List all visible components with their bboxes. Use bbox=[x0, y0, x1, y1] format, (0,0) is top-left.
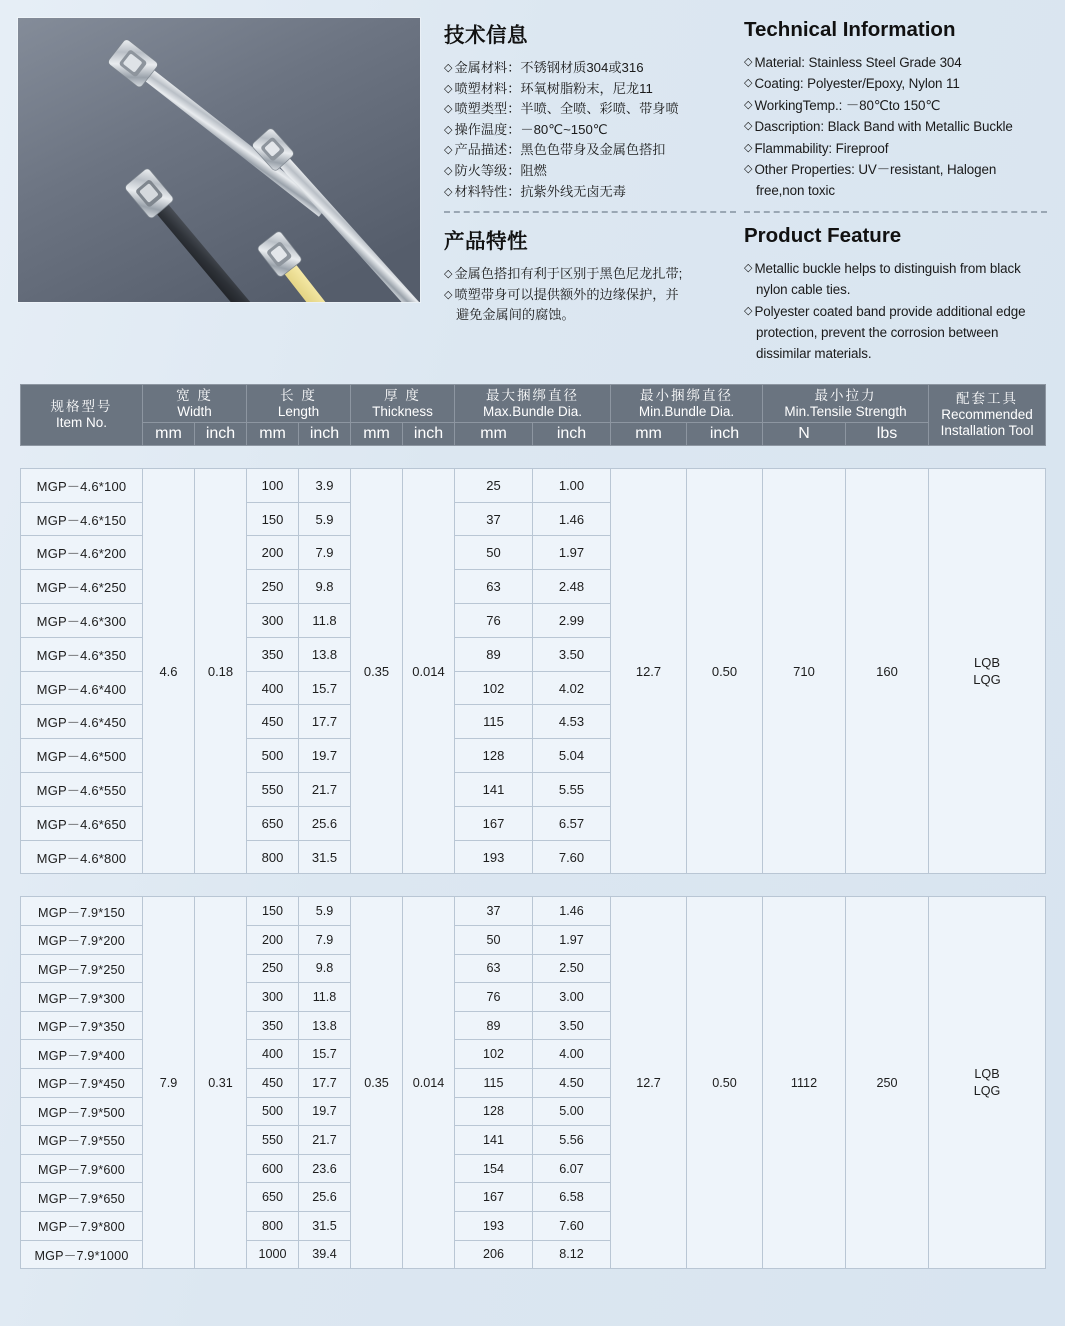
cell-length-inch: 31.5 bbox=[299, 1211, 351, 1240]
cell-length-mm: 250 bbox=[247, 570, 299, 604]
table-row bbox=[21, 468, 1046, 502]
top-section bbox=[0, 0, 1065, 366]
cell-length-mm: 550 bbox=[247, 773, 299, 807]
th-tensile-cn: 最小拉力 bbox=[814, 387, 877, 403]
cable-ties-illustration bbox=[18, 18, 420, 302]
th-max-bundle-cn: 最大捆绑直径 bbox=[486, 387, 580, 403]
cell-max-bundle-inch: 6.58 bbox=[533, 1183, 611, 1212]
cell-length-inch: 3.9 bbox=[299, 468, 351, 502]
cell-item-no: MGP－7.9*800 bbox=[21, 1211, 143, 1240]
tech-item-text: WorkingTemp.: －80℃to 150℃ bbox=[754, 97, 941, 113]
spec-tables bbox=[0, 384, 1065, 1269]
table-row bbox=[21, 897, 1046, 926]
cell-length-inch: 19.7 bbox=[299, 1097, 351, 1126]
cell-max-bundle-inch: 5.04 bbox=[533, 739, 611, 773]
feature-item-text: Metallic buckle helps to distinguish from black bbox=[754, 260, 1021, 276]
cell-item-no: MGP－7.9*650 bbox=[21, 1183, 143, 1212]
cell-max-bundle-mm: 115 bbox=[455, 705, 533, 739]
cell-length-inch: 11.8 bbox=[299, 983, 351, 1012]
cell-item-no: MGP－4.6*250 bbox=[21, 570, 143, 604]
tech-item-text: 材料特性：抗紫外线无卤无毒 bbox=[454, 183, 626, 199]
section-divider-en bbox=[744, 211, 1047, 213]
cell-item-no: MGP－7.9*300 bbox=[21, 983, 143, 1012]
cell-length-mm: 450 bbox=[247, 705, 299, 739]
th-unit-tensile-n: N bbox=[763, 422, 846, 445]
cell-max-bundle-mm: 50 bbox=[455, 536, 533, 570]
th-item-no-cn: 规格型号 bbox=[50, 399, 113, 415]
cell-length-inch: 9.8 bbox=[299, 954, 351, 983]
technical-info-title-cn: 技术信息 bbox=[444, 24, 528, 47]
cell-width-mm: 7.9 bbox=[143, 897, 195, 1269]
th-unit-length-inch: inch bbox=[299, 422, 351, 445]
th-unit-length-mm: mm bbox=[247, 422, 299, 445]
cell-max-bundle-inch: 7.60 bbox=[533, 1211, 611, 1240]
tech-item-text: 产品描述：黑色色带身及金属色搭扣 bbox=[454, 142, 666, 158]
tech-item-cn bbox=[444, 162, 736, 181]
cell-max-bundle-mm: 141 bbox=[455, 1126, 533, 1155]
diamond-bullet-icon: ◇ bbox=[444, 164, 453, 177]
cell-tensile-lbs: 250 bbox=[846, 897, 929, 1269]
cell-max-bundle-mm: 76 bbox=[455, 604, 533, 638]
cell-length-inch: 25.6 bbox=[299, 1183, 351, 1212]
th-unit-tensile-lbs: lbs bbox=[846, 422, 929, 445]
cell-item-no: MGP－4.6*200 bbox=[21, 536, 143, 570]
th-unit-maxbundle-inch: inch bbox=[533, 422, 611, 445]
cell-thickness-inch: 0.014 bbox=[403, 468, 455, 874]
feature-item-text: dissimilar materials. bbox=[756, 346, 872, 362]
th-tool-en2: Installation Tool bbox=[940, 423, 1034, 439]
cell-length-inch: 17.7 bbox=[299, 1069, 351, 1098]
diamond-bullet-icon: ◇ bbox=[744, 163, 753, 176]
cell-item-no: MGP－7.9*150 bbox=[21, 897, 143, 926]
cell-max-bundle-mm: 206 bbox=[455, 1240, 533, 1269]
feature-item-text: 喷塑带身可以提供额外的边缘保护，并 bbox=[454, 286, 679, 302]
th-item-no-en: Item No. bbox=[55, 415, 107, 431]
tech-item-cn bbox=[444, 59, 736, 78]
th-unit-thickness-mm: mm bbox=[351, 422, 403, 445]
header-row-units bbox=[21, 422, 1046, 445]
th-length-cn: 长 度 bbox=[280, 387, 317, 403]
feature-item-text: 避免金属间的腐蚀。 bbox=[456, 307, 575, 323]
cell-item-no: MGP－4.6*650 bbox=[21, 806, 143, 840]
cell-max-bundle-mm: 193 bbox=[455, 1211, 533, 1240]
th-unit-width-inch: inch bbox=[195, 422, 247, 445]
cell-max-bundle-inch: 1.00 bbox=[533, 468, 611, 502]
cell-length-inch: 19.7 bbox=[299, 739, 351, 773]
diamond-bullet-icon: ◇ bbox=[444, 62, 453, 74]
th-length-en: Length bbox=[277, 403, 320, 419]
cell-max-bundle-mm: 141 bbox=[455, 773, 533, 807]
tech-item-en bbox=[744, 160, 1047, 179]
th-tool-en1: Recommended bbox=[941, 407, 1033, 423]
tech-item-text: 金属材料：不锈钢材质304或316 bbox=[454, 60, 644, 75]
cell-max-bundle-inch: 1.46 bbox=[533, 897, 611, 926]
cell-max-bundle-mm: 37 bbox=[455, 502, 533, 536]
th-min-bundle-dia bbox=[611, 384, 763, 422]
diamond-bullet-icon: ◇ bbox=[744, 98, 753, 111]
cell-max-bundle-inch: 2.50 bbox=[533, 954, 611, 983]
th-tool-cn: 配套工具 bbox=[956, 391, 1019, 407]
cell-length-mm: 550 bbox=[247, 1126, 299, 1155]
cell-max-bundle-mm: 128 bbox=[455, 739, 533, 773]
cell-max-bundle-mm: 63 bbox=[455, 570, 533, 604]
cell-length-inch: 31.5 bbox=[299, 840, 351, 874]
cell-length-inch: 15.7 bbox=[299, 1040, 351, 1069]
spec-table-group-7-9 bbox=[20, 896, 1046, 1269]
th-unit-thickness-inch: inch bbox=[403, 422, 455, 445]
diamond-bullet-icon: ◇ bbox=[744, 56, 753, 68]
th-max-bundle-en: Max.Bundle Dia. bbox=[483, 403, 583, 419]
cell-max-bundle-mm: 89 bbox=[455, 1011, 533, 1040]
cell-thickness-mm: 0.35 bbox=[351, 468, 403, 874]
cell-length-mm: 150 bbox=[247, 897, 299, 926]
cell-length-mm: 300 bbox=[247, 604, 299, 638]
diamond-bullet-icon: ◇ bbox=[444, 288, 453, 301]
cell-max-bundle-inch: 1.97 bbox=[533, 536, 611, 570]
diamond-bullet-icon: ◇ bbox=[444, 123, 453, 136]
tech-item-text: 防火等级：阻燃 bbox=[454, 162, 547, 178]
cell-max-bundle-inch: 3.50 bbox=[533, 1011, 611, 1040]
th-min-bundle-en: Min.Bundle Dia. bbox=[638, 403, 735, 419]
cell-item-no: MGP－4.6*500 bbox=[21, 739, 143, 773]
tech-item-cn bbox=[444, 141, 736, 160]
cell-max-bundle-inch: 1.46 bbox=[533, 502, 611, 536]
cell-item-no: MGP－7.9*400 bbox=[21, 1040, 143, 1069]
cell-length-mm: 800 bbox=[247, 840, 299, 874]
cell-thickness-mm: 0.35 bbox=[351, 897, 403, 1269]
th-unit-maxbundle-mm: mm bbox=[455, 422, 533, 445]
cell-length-mm: 300 bbox=[247, 983, 299, 1012]
cell-recommended-tool bbox=[929, 468, 1046, 874]
cell-length-inch: 7.9 bbox=[299, 536, 351, 570]
feature-item-en bbox=[744, 259, 1047, 278]
cell-item-no: MGP－4.6*150 bbox=[21, 502, 143, 536]
chinese-column bbox=[444, 18, 736, 366]
feature-item-en bbox=[744, 302, 1047, 321]
diamond-bullet-icon: ◇ bbox=[444, 185, 453, 198]
diamond-bullet-icon: ◇ bbox=[744, 261, 753, 274]
cell-length-inch: 9.8 bbox=[299, 570, 351, 604]
cell-max-bundle-mm: 128 bbox=[455, 1097, 533, 1126]
cell-width-inch: 0.31 bbox=[195, 897, 247, 1269]
feature-item-en-cont bbox=[744, 344, 1047, 363]
cell-length-inch: 7.9 bbox=[299, 926, 351, 955]
cell-max-bundle-inch: 5.55 bbox=[533, 773, 611, 807]
diamond-bullet-icon: ◇ bbox=[444, 268, 453, 281]
th-length bbox=[247, 384, 351, 422]
cell-length-mm: 600 bbox=[247, 1154, 299, 1183]
th-tensile-en: Min.Tensile Strength bbox=[784, 403, 907, 419]
cell-max-bundle-inch: 8.12 bbox=[533, 1240, 611, 1269]
cell-min-bundle-inch: 0.50 bbox=[687, 468, 763, 874]
th-width-en: Width bbox=[177, 403, 212, 419]
feature-item-text: nylon cable ties. bbox=[756, 282, 851, 298]
cell-max-bundle-inch: 3.00 bbox=[533, 983, 611, 1012]
spec-table-group-4-6 bbox=[20, 468, 1046, 875]
cell-length-mm: 400 bbox=[247, 671, 299, 705]
th-unit-minbundle-mm: mm bbox=[611, 422, 687, 445]
diamond-bullet-icon: ◇ bbox=[744, 141, 753, 154]
cell-max-bundle-inch: 4.50 bbox=[533, 1069, 611, 1098]
cell-length-mm: 200 bbox=[247, 536, 299, 570]
cell-max-bundle-mm: 63 bbox=[455, 954, 533, 983]
feature-item-en-cont bbox=[744, 323, 1047, 342]
tool-code-1: LQB bbox=[973, 655, 1000, 671]
cell-min-bundle-mm: 12.7 bbox=[611, 468, 687, 874]
cell-max-bundle-mm: 102 bbox=[455, 1040, 533, 1069]
text-columns bbox=[436, 18, 1047, 366]
cell-max-bundle-inch: 5.00 bbox=[533, 1097, 611, 1126]
cell-length-inch: 5.9 bbox=[299, 897, 351, 926]
th-min-bundle-cn: 最小捆绑直径 bbox=[640, 387, 734, 403]
cell-item-no: MGP－4.6*100 bbox=[21, 468, 143, 502]
cell-length-mm: 650 bbox=[247, 806, 299, 840]
cell-item-no: MGP－4.6*350 bbox=[21, 637, 143, 671]
th-thickness-cn: 厚 度 bbox=[384, 387, 421, 403]
tech-item-cn bbox=[444, 121, 736, 140]
cell-length-mm: 250 bbox=[247, 954, 299, 983]
cell-max-bundle-inch: 6.07 bbox=[533, 1154, 611, 1183]
cell-length-inch: 13.8 bbox=[299, 637, 351, 671]
cell-min-bundle-inch: 0.50 bbox=[687, 897, 763, 1269]
cell-max-bundle-inch: 5.56 bbox=[533, 1126, 611, 1155]
english-column bbox=[736, 18, 1047, 366]
cell-item-no: MGP－7.9*350 bbox=[21, 1011, 143, 1040]
tech-item-en bbox=[744, 117, 1047, 136]
feature-item-en-cont bbox=[744, 280, 1047, 299]
cell-width-mm: 4.6 bbox=[143, 468, 195, 874]
cell-length-mm: 650 bbox=[247, 1183, 299, 1212]
cell-item-no: MGP－7.9*200 bbox=[21, 926, 143, 955]
cell-tensile-n: 710 bbox=[763, 468, 846, 874]
cell-item-no: MGP－4.6*300 bbox=[21, 604, 143, 638]
cell-max-bundle-inch: 2.99 bbox=[533, 604, 611, 638]
technical-info-title-en: Technical Information bbox=[744, 18, 956, 41]
cell-max-bundle-mm: 193 bbox=[455, 840, 533, 874]
cell-length-mm: 500 bbox=[247, 1097, 299, 1126]
th-item-no bbox=[21, 384, 143, 445]
cell-item-no: MGP－4.6*800 bbox=[21, 840, 143, 874]
cell-length-mm: 450 bbox=[247, 1069, 299, 1098]
cell-max-bundle-mm: 115 bbox=[455, 1069, 533, 1098]
tech-item-text: Coating: Polyester/Epoxy, Nylon 11 bbox=[754, 76, 960, 92]
product-photo bbox=[18, 18, 420, 302]
cell-length-mm: 100 bbox=[247, 468, 299, 502]
cell-max-bundle-mm: 50 bbox=[455, 926, 533, 955]
diamond-bullet-icon: ◇ bbox=[444, 82, 453, 95]
th-thickness bbox=[351, 384, 455, 422]
cell-item-no: MGP－7.9*550 bbox=[21, 1126, 143, 1155]
diamond-bullet-icon: ◇ bbox=[444, 144, 453, 157]
header-row-primary bbox=[21, 384, 1046, 422]
cell-recommended-tool bbox=[929, 897, 1046, 1269]
tech-item-cn bbox=[444, 100, 736, 119]
cell-length-inch: 17.7 bbox=[299, 705, 351, 739]
th-recommended-tool bbox=[929, 384, 1046, 445]
cell-item-no: MGP－4.6*550 bbox=[21, 773, 143, 807]
cell-max-bundle-inch: 4.53 bbox=[533, 705, 611, 739]
tech-item-en bbox=[744, 96, 1047, 115]
cell-length-mm: 1000 bbox=[247, 1240, 299, 1269]
diamond-bullet-icon: ◇ bbox=[444, 103, 453, 116]
cell-max-bundle-mm: 25 bbox=[455, 468, 533, 502]
diamond-bullet-icon: ◇ bbox=[744, 77, 753, 90]
tech-item-cn bbox=[444, 80, 736, 99]
cell-length-inch: 13.8 bbox=[299, 1011, 351, 1040]
cell-length-inch: 25.6 bbox=[299, 806, 351, 840]
cell-max-bundle-mm: 37 bbox=[455, 897, 533, 926]
cell-min-bundle-mm: 12.7 bbox=[611, 897, 687, 1269]
cell-max-bundle-inch: 6.57 bbox=[533, 806, 611, 840]
tech-item-text: Flammability: Fireproof bbox=[754, 140, 889, 156]
cell-length-mm: 500 bbox=[247, 739, 299, 773]
tool-code-1: LQB bbox=[974, 1066, 1000, 1081]
tool-code-2: LQG bbox=[973, 1083, 1001, 1098]
cell-length-inch: 21.7 bbox=[299, 773, 351, 807]
cell-max-bundle-mm: 167 bbox=[455, 806, 533, 840]
cell-item-no: MGP－7.9*250 bbox=[21, 954, 143, 983]
cell-max-bundle-mm: 76 bbox=[455, 983, 533, 1012]
technical-info-list-en bbox=[744, 53, 1047, 201]
feature-item-cn bbox=[444, 265, 736, 284]
cell-max-bundle-inch: 7.60 bbox=[533, 840, 611, 874]
cell-max-bundle-inch: 1.97 bbox=[533, 926, 611, 955]
cell-length-mm: 800 bbox=[247, 1211, 299, 1240]
th-tensile-strength bbox=[763, 384, 929, 422]
cell-item-no: MGP－4.6*400 bbox=[21, 671, 143, 705]
cell-length-mm: 350 bbox=[247, 637, 299, 671]
cell-max-bundle-inch: 4.02 bbox=[533, 671, 611, 705]
section-divider bbox=[444, 211, 736, 213]
cell-max-bundle-inch: 3.50 bbox=[533, 637, 611, 671]
cell-length-mm: 150 bbox=[247, 502, 299, 536]
th-width-cn: 宽 度 bbox=[176, 387, 213, 403]
diamond-bullet-icon: ◇ bbox=[744, 120, 753, 133]
feature-item-cn bbox=[444, 286, 736, 305]
cell-max-bundle-mm: 89 bbox=[455, 637, 533, 671]
th-unit-minbundle-inch: inch bbox=[687, 422, 763, 445]
tool-code-2: LQG bbox=[973, 672, 1001, 688]
technical-info-list-cn bbox=[444, 59, 736, 201]
cell-length-inch: 23.6 bbox=[299, 1154, 351, 1183]
th-width bbox=[143, 384, 247, 422]
feature-item-text: Polyester coated band provide additional edge bbox=[754, 303, 1026, 319]
tech-item-en bbox=[744, 139, 1047, 158]
cell-max-bundle-mm: 102 bbox=[455, 671, 533, 705]
cell-item-no: MGP－4.6*450 bbox=[21, 705, 143, 739]
tech-item-text: 喷塑类型：半喷、全喷、彩喷、带身喷 bbox=[454, 101, 679, 117]
cell-length-mm: 200 bbox=[247, 926, 299, 955]
product-photo-wrap bbox=[18, 18, 436, 318]
tech-item-cn bbox=[444, 183, 736, 202]
cell-max-bundle-inch: 4.00 bbox=[533, 1040, 611, 1069]
tech-item-text: free,non toxic bbox=[756, 183, 835, 199]
diamond-bullet-icon: ◇ bbox=[744, 304, 753, 317]
product-feature-list-en bbox=[744, 259, 1047, 364]
cell-tensile-n: 1112 bbox=[763, 897, 846, 1269]
cell-length-inch: 21.7 bbox=[299, 1126, 351, 1155]
cell-max-bundle-mm: 167 bbox=[455, 1183, 533, 1212]
cell-length-mm: 400 bbox=[247, 1040, 299, 1069]
product-feature-list-cn bbox=[444, 265, 736, 325]
product-feature-title-cn: 产品特性 bbox=[444, 230, 528, 254]
cell-item-no: MGP－7.9*450 bbox=[21, 1069, 143, 1098]
tech-item-text: Other Properties: UV－resistant, Halogen bbox=[754, 162, 997, 178]
tech-item-text: Dascription: Black Band with Metallic Buckle bbox=[754, 119, 1013, 135]
tech-item-text: Material: Stainless Steel Grade 304 bbox=[754, 55, 962, 70]
cell-tensile-lbs: 160 bbox=[846, 468, 929, 874]
cell-item-no: MGP－7.9*600 bbox=[21, 1154, 143, 1183]
cell-thickness-inch: 0.014 bbox=[403, 897, 455, 1269]
tech-item-en bbox=[744, 74, 1047, 93]
feature-item-cn-cont bbox=[444, 306, 736, 325]
spec-table-header bbox=[20, 384, 1046, 446]
tech-item-text: 操作温度：－80℃~150℃ bbox=[454, 121, 608, 137]
th-thickness-en: Thickness bbox=[372, 403, 433, 419]
cell-length-inch: 39.4 bbox=[299, 1240, 351, 1269]
product-feature-title-en: Product Feature bbox=[744, 223, 902, 247]
cell-item-no: MGP－7.9*1000 bbox=[21, 1240, 143, 1269]
feature-item-text: 金属色搭扣有利于区别于黑色尼龙扎带; bbox=[454, 266, 683, 282]
cell-max-bundle-inch: 2.48 bbox=[533, 570, 611, 604]
cell-length-inch: 11.8 bbox=[299, 604, 351, 638]
cell-max-bundle-mm: 154 bbox=[455, 1154, 533, 1183]
cell-length-inch: 15.7 bbox=[299, 671, 351, 705]
th-unit-width-mm: mm bbox=[143, 422, 195, 445]
tech-item-en-cont bbox=[744, 181, 1047, 200]
cell-length-inch: 5.9 bbox=[299, 502, 351, 536]
cell-item-no: MGP－7.9*500 bbox=[21, 1097, 143, 1126]
th-max-bundle-dia bbox=[455, 384, 611, 422]
cell-width-inch: 0.18 bbox=[195, 468, 247, 874]
cell-length-mm: 350 bbox=[247, 1011, 299, 1040]
table-gap-1 bbox=[20, 446, 1045, 468]
tech-item-text: 喷塑材料：环氧树脂粉末，尼龙11 bbox=[454, 80, 653, 96]
tech-item-en bbox=[744, 53, 1047, 72]
feature-item-text: protection, prevent the corrosion between bbox=[756, 325, 999, 341]
